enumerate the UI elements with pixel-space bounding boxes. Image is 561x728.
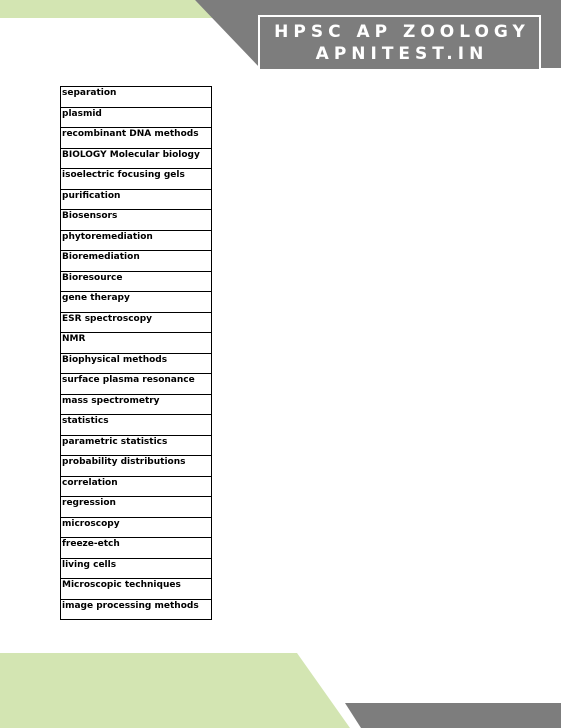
topic-cell: probability distributions [61,456,212,477]
table-row [61,230,212,251]
bottom-green-band [0,653,350,728]
table-row [61,292,212,313]
topic-cell: BIOLOGY Molecular biology [61,148,212,169]
table-row [61,599,212,620]
topic-cell: separation [61,87,212,108]
table-row [61,271,212,292]
header-title-line2: APNITEST.IN [315,44,489,64]
table-row [61,579,212,600]
header-title-box [258,15,541,71]
table-row [61,87,212,108]
topic-cell: phytoremediation [61,230,212,251]
table-row [61,128,212,149]
topic-cell: surface plasma resonance [61,374,212,395]
topic-cell: purification [61,189,212,210]
topic-cell: microscopy [61,517,212,538]
table-row [61,497,212,518]
table-row [61,251,212,272]
table-row [61,435,212,456]
top-green-band [0,0,213,18]
table-row [61,169,212,190]
topic-cell: recombinant DNA methods [61,128,212,149]
topic-cell: correlation [61,476,212,497]
topic-cell: isoelectric focusing gels [61,169,212,190]
topic-cell: Bioremediation [61,251,212,272]
table-row [61,538,212,559]
table-row [61,312,212,333]
topic-cell: Bioresource [61,271,212,292]
table-row [61,558,212,579]
table-row [61,210,212,231]
topic-cell: plasmid [61,107,212,128]
topics-table [60,86,212,620]
table-row [61,374,212,395]
table-row [61,107,212,128]
topic-cell: Biosensors [61,210,212,231]
topic-cell: parametric statistics [61,435,212,456]
bottom-gray-band [345,703,561,728]
table-row [61,476,212,497]
topic-cell: ESR spectroscopy [61,312,212,333]
topic-cell: image processing methods [61,599,212,620]
topic-cell: Microscopic techniques [61,579,212,600]
table-row [61,333,212,354]
topic-cell: freeze-etch [61,538,212,559]
table-row [61,517,212,538]
table-row [61,456,212,477]
table-row [61,189,212,210]
table-row [61,394,212,415]
table-row [61,353,212,374]
topic-cell: mass spectrometry [61,394,212,415]
topic-cell: gene therapy [61,292,212,313]
topic-cell: living cells [61,558,212,579]
topic-cell: statistics [61,415,212,436]
topic-cell: regression [61,497,212,518]
topic-cell: Biophysical methods [61,353,212,374]
table-row [61,148,212,169]
table-row [61,415,212,436]
topic-cell: NMR [61,333,212,354]
header-title-line1: HPSC AP ZOOLOGY [274,22,530,42]
